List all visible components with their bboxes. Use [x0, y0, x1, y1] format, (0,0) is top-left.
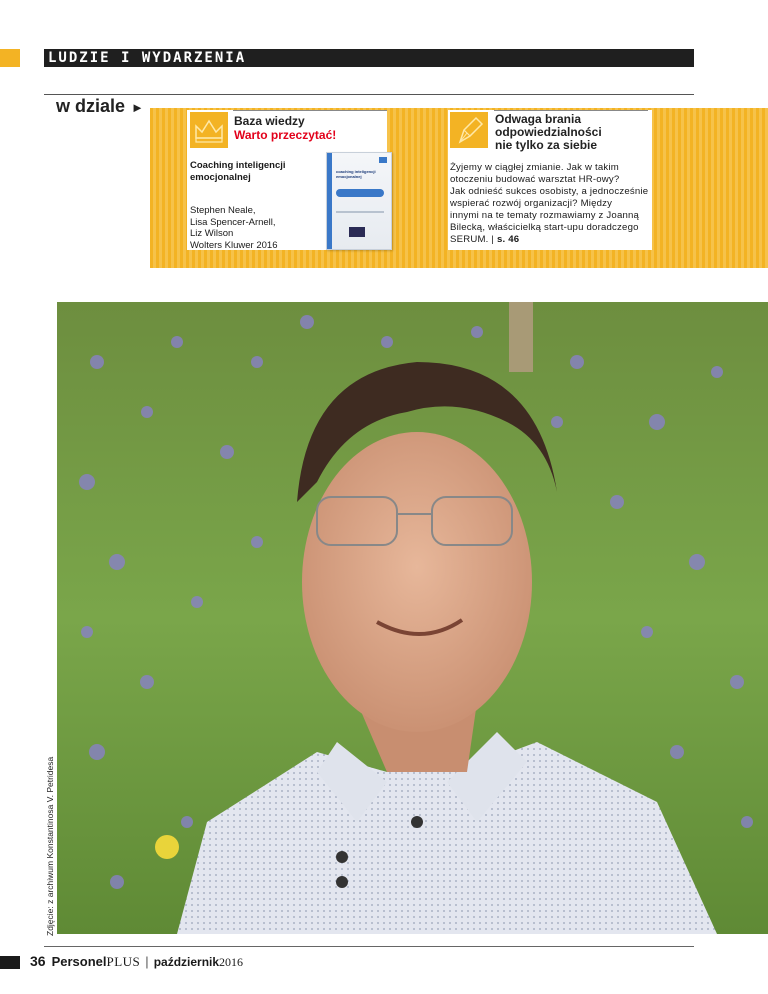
author-line: Liz Wilson	[190, 228, 234, 239]
magazine-name-plus: PLUS	[106, 954, 141, 969]
book-authors	[190, 205, 320, 251]
book-spine	[327, 153, 332, 249]
book-cover-line	[336, 211, 384, 213]
section-title: LUDZIE I WYDARZENIA	[48, 50, 247, 66]
book-title: Coaching inteligencji emocjonalnej	[190, 160, 286, 183]
triangle-right-icon: ►	[131, 100, 144, 115]
article-title: Odwaga brania odpowiedzialności nie tylko za siebie	[495, 112, 602, 152]
in-section-label: w dziale ►	[56, 96, 144, 116]
band-left-white	[0, 108, 150, 268]
pen-nib-icon	[450, 112, 488, 148]
author-line: Stephen Neale,	[190, 205, 256, 216]
section-tab	[0, 49, 20, 67]
publisher-line: Wolters Kluwer 2016	[190, 239, 278, 251]
divider	[44, 94, 694, 95]
page-footer	[30, 953, 243, 970]
author-line: Lisa Spencer-Arnell,	[190, 216, 276, 228]
book-cover-title: coaching inteligencji emocjonalnej	[336, 169, 376, 179]
issue-year: 2016	[219, 955, 244, 969]
card-title: Baza wiedzy	[234, 114, 305, 128]
card-rule	[494, 110, 648, 111]
book-cover	[326, 152, 392, 250]
page-number: 36	[30, 953, 46, 969]
photo-credit: Zdjęcie: z archiwum Konstantinosa V. Petridesa	[45, 756, 55, 936]
issue-month: październik	[153, 955, 220, 969]
crown-books-icon	[190, 112, 228, 148]
card-subtitle: Warto przeczytać!	[234, 128, 337, 142]
footer-separator: |	[145, 954, 149, 969]
portrait-photo	[57, 302, 768, 934]
article-teaser: Żyjemy w ciągłej zmianie. Jak w takim otoczeniu budować warsztat HR-owy? Jak odnieść sukces osobisty, a jednocześnie wspierać rozwój organizacji? Między innymi na te tematy rozmawiamy z Joanną Bilecką, właścicielką start-upu doradczego SERUM. | s. 46	[450, 162, 649, 245]
section-header-bar	[44, 49, 694, 67]
book-tag	[379, 157, 387, 163]
card-rule	[233, 110, 387, 111]
page-reference: s. 46	[496, 234, 520, 245]
book-cover-image	[349, 227, 365, 237]
magazine-name: Personel	[51, 954, 107, 969]
footer-tab	[0, 956, 20, 969]
footer-divider	[44, 946, 694, 947]
book-cover-band	[336, 189, 384, 197]
